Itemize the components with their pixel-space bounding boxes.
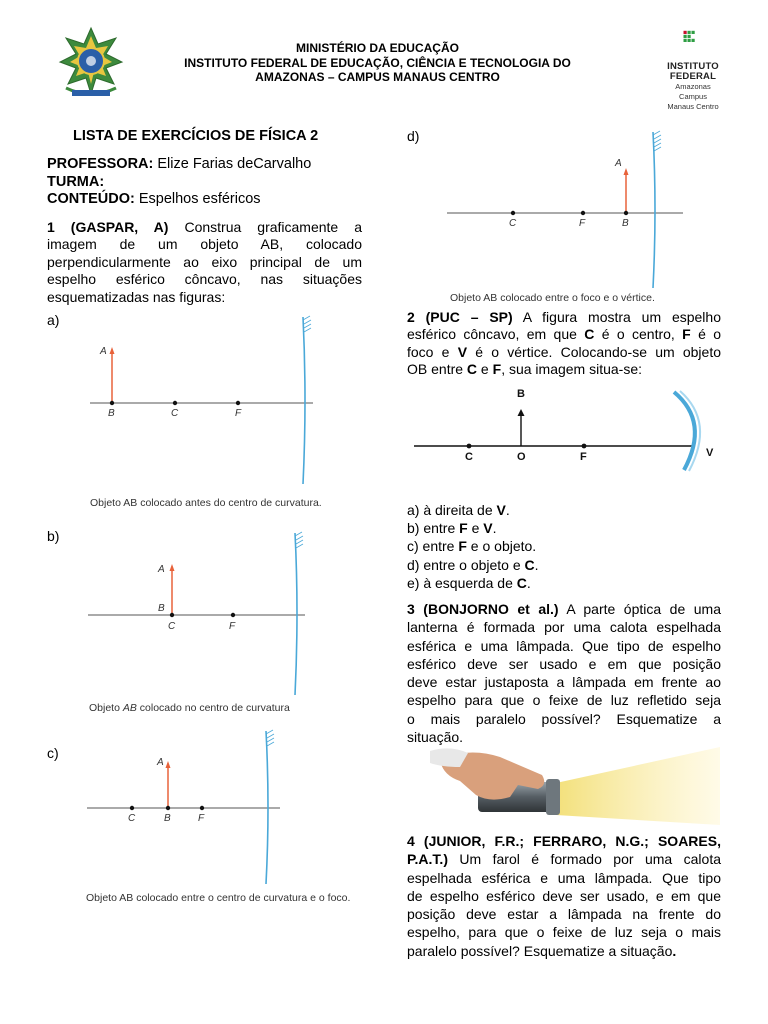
professora-line [47, 155, 362, 173]
turma-label: TURMA: [47, 174, 105, 190]
label-b: B [108, 408, 115, 419]
figure-d-caption: Objeto AB colocado entre o foco e o vértice. [450, 292, 655, 304]
caption-b-post: colocado no centro de curvatura [136, 702, 290, 714]
q1-head: 1 (GASPAR, A) [47, 219, 169, 235]
label-f: F [580, 451, 587, 463]
q2-line1-text: A figura mostra um espelho [522, 309, 721, 325]
list-title: LISTA DE EXERCÍCIOS DE FÍSICA 2 [73, 128, 319, 144]
brazil-coat-of-arms-logo [58, 26, 124, 100]
object-arrowhead [170, 564, 175, 571]
header-ministry: MINISTÉRIO DA EDUCAÇÃO [296, 41, 459, 55]
q3-line1-text: A parte óptica de uma [566, 601, 721, 617]
conteudo-label: CONTEÚDO: [47, 191, 135, 207]
figure-c-diagram [85, 727, 325, 887]
concave-mirror [653, 132, 655, 288]
logo-text-amazonas: Amazonas [675, 82, 711, 91]
logo-text-manaus: Manaus Centro [667, 102, 719, 111]
institution-header [150, 41, 605, 85]
option-e-bold: C [516, 574, 527, 591]
header-institute: INSTITUTO FEDERAL DE EDUCAÇÃO, CIÊNCIA E TECNOLOGIA DO [184, 55, 571, 70]
object-arrowhead [166, 761, 171, 768]
object-arrowhead [624, 168, 629, 175]
logo-text-campus: Campus [679, 92, 707, 101]
q2-l3c: é o vértice. Colocando-se um objeto [467, 343, 722, 360]
q2-l2b: C [584, 326, 595, 343]
figure-d-label: d) [407, 128, 420, 144]
q2-l2d: F [682, 326, 691, 343]
q2-line3 [407, 344, 721, 361]
point-c [130, 806, 134, 810]
label-b: B [158, 603, 165, 614]
label-b: B [164, 813, 171, 824]
caption-b-pre: Objeto [89, 702, 123, 714]
option-d [407, 557, 721, 575]
q4-head1: 4 (JUNIOR, F.R.; FERRARO, N.G.; SOARES, [407, 833, 721, 849]
object-arrowhead [110, 347, 115, 354]
figure-b-diagram [85, 530, 325, 700]
q2-line1 [407, 309, 721, 326]
q4-line2 [407, 850, 721, 868]
option-e-end: . [526, 574, 531, 591]
q1-line1 [47, 219, 362, 236]
q3-line6: espelho para que o feixe de luz refletido seja [407, 692, 721, 709]
q2-l4d: F [492, 361, 502, 378]
header-campus: AMAZONAS – CAMPUS MANAUS CENTRO [255, 70, 500, 84]
q4-line4: de espelho esférico deve ser usado, e em que [407, 887, 721, 904]
label-f: F [229, 621, 236, 632]
professora-value: Elize Farias deCarvalho [153, 156, 312, 172]
caption-b-italic: AB [122, 702, 137, 714]
label-c: C [168, 621, 176, 632]
figure-c-caption: Objeto AB colocado entre o centro de curvatura e o foco. [86, 892, 351, 904]
q3-line8: situação. [407, 729, 464, 746]
q2-l2e: é o [690, 326, 722, 343]
question-3 [407, 600, 721, 746]
label-c: C [465, 451, 473, 463]
q1-line5: esquematizadas nas figuras: [47, 288, 226, 305]
option-e [407, 575, 721, 593]
label-c: C [509, 218, 517, 229]
concave-mirror [303, 317, 305, 484]
option-d-text: d) entre o objeto e [407, 556, 525, 573]
point-f [231, 613, 235, 617]
label-c: C [171, 408, 179, 419]
point-b-c [170, 613, 174, 617]
q2-l4e: , sua imagem situa-se: [501, 361, 643, 378]
label-f: F [198, 813, 205, 824]
q2-l3a: foco e [407, 343, 458, 360]
option-e-text: e) à esquerda de [407, 574, 517, 591]
q1-line3: perpendicularmente ao eixo principal de um [47, 253, 362, 270]
point-c [467, 444, 472, 449]
figure-a-diagram [85, 312, 325, 492]
header-fields [47, 155, 362, 208]
label-f: F [235, 408, 242, 419]
option-c-end: e o objeto. [466, 538, 537, 555]
option-d-bold: C [524, 556, 535, 573]
option-b-text: b) entre [407, 520, 460, 537]
q2-l4b: C [466, 361, 478, 378]
label-a: A [158, 564, 165, 575]
label-o: O [517, 451, 526, 463]
option-a [407, 502, 721, 520]
option-b [407, 520, 721, 538]
q3-line1 [407, 600, 721, 618]
q2-l4c: e [477, 361, 493, 378]
ifam-logo [655, 30, 730, 62]
q4-head2: P.A.T.) [407, 851, 448, 868]
point-f [582, 444, 587, 449]
q2-mirror-diagram [410, 384, 730, 474]
option-b-mid: e [467, 520, 484, 537]
option-b-bold2: V [483, 520, 493, 537]
label-b: B [517, 388, 525, 400]
figure-a-caption: Objeto AB colocado antes do centro de curvatura. [90, 497, 322, 509]
object-arrowhead [518, 409, 525, 416]
label-a: A [615, 158, 622, 169]
question-4 [407, 832, 721, 960]
professora-label: PROFESSORA: [47, 156, 154, 172]
conteudo-value: Espelhos esféricos [134, 191, 261, 207]
q4-line1 [407, 832, 721, 850]
turma-line [47, 173, 362, 191]
option-c-text: c) entre [407, 538, 459, 555]
q1-line1-text: Construa graficamente a [184, 219, 362, 235]
q4-line2-text: Um farol é formado por uma calota [459, 851, 721, 868]
q2-l2a: esférico côncavo, em que [407, 326, 585, 343]
q2-head: 2 (PUC – SP) [407, 309, 513, 325]
figure-b-label: b) [47, 528, 60, 544]
q2-line4 [407, 361, 721, 378]
q3-head: 3 (BONJORNO et al.) [407, 601, 559, 617]
point-c [511, 211, 515, 215]
label-a: A [100, 346, 107, 357]
point-f [581, 211, 585, 215]
q2-l2c: é o centro, [594, 326, 683, 343]
flashlight-head [546, 779, 560, 815]
conteudo-line [47, 191, 362, 208]
label-f: F [579, 218, 586, 229]
q4-line3: espelhada esférica e uma lâmpada. Que tipo [407, 869, 721, 886]
q4-line5: posição deve estar a lâmpada na frente do [407, 906, 721, 923]
label-v: V [706, 447, 714, 459]
q2-l3b: V [457, 343, 468, 360]
q3-line3: esférica e uma lâmpada. Que tipo de espelho [407, 637, 721, 654]
option-a-bold: V [496, 502, 506, 518]
question-2 [407, 309, 721, 379]
label-c: C [128, 813, 136, 824]
q2-line2 [407, 326, 721, 343]
label-a: A [157, 757, 164, 768]
q1-line4: espelho esférico côncavo, nas situações [47, 271, 362, 288]
q2-l4a: OB entre [407, 361, 467, 378]
q4-line6: espelho, para que o feixe de luz seja o mais [407, 924, 721, 941]
figure-d-diagram [445, 128, 685, 293]
question-1 [47, 219, 362, 306]
q1-line2: imagem de um objeto AB, colocado [47, 236, 362, 253]
q3-line7: o mais paralelo possível? Esquematize a [407, 710, 721, 727]
option-b-bold: F [459, 520, 468, 537]
logo-text-federal: FEDERAL [669, 71, 717, 82]
option-c [407, 538, 721, 556]
logo-text-instituto: INSTITUTO [667, 61, 719, 72]
figure-b-caption [89, 702, 290, 714]
concave-mirror [295, 533, 297, 695]
point-c [173, 401, 177, 405]
point-f [200, 806, 204, 810]
option-b-end: . [492, 520, 497, 537]
figure-a-label: a) [47, 312, 60, 328]
option-d-end: . [534, 556, 539, 573]
option-c-bold: F [458, 538, 467, 555]
q2-options [407, 502, 721, 593]
flashlight-illustration [430, 745, 720, 825]
q4-line7-end: . [672, 942, 677, 959]
ifam-logo-text [650, 62, 736, 112]
option-a-text: a) à direita de [407, 502, 497, 518]
point-b [110, 401, 114, 405]
label-b: B [622, 218, 629, 229]
figure-c-label: c) [47, 745, 59, 761]
light-beam [556, 747, 720, 825]
q3-line5: deve estar justaposta a lâmpada em frente ao [407, 674, 721, 691]
q4-line7-text: paralelo possível? Esquematize a situação [407, 942, 673, 959]
option-a-end: . [505, 502, 510, 518]
q3-line4: esférico deve ser usado e em que posição [407, 655, 721, 672]
q4-line7 [407, 942, 721, 960]
q3-line2: lanterna é formada por uma calota espelhada [407, 619, 721, 636]
point-f [236, 401, 240, 405]
point-b [624, 211, 628, 215]
point-b [166, 806, 170, 810]
